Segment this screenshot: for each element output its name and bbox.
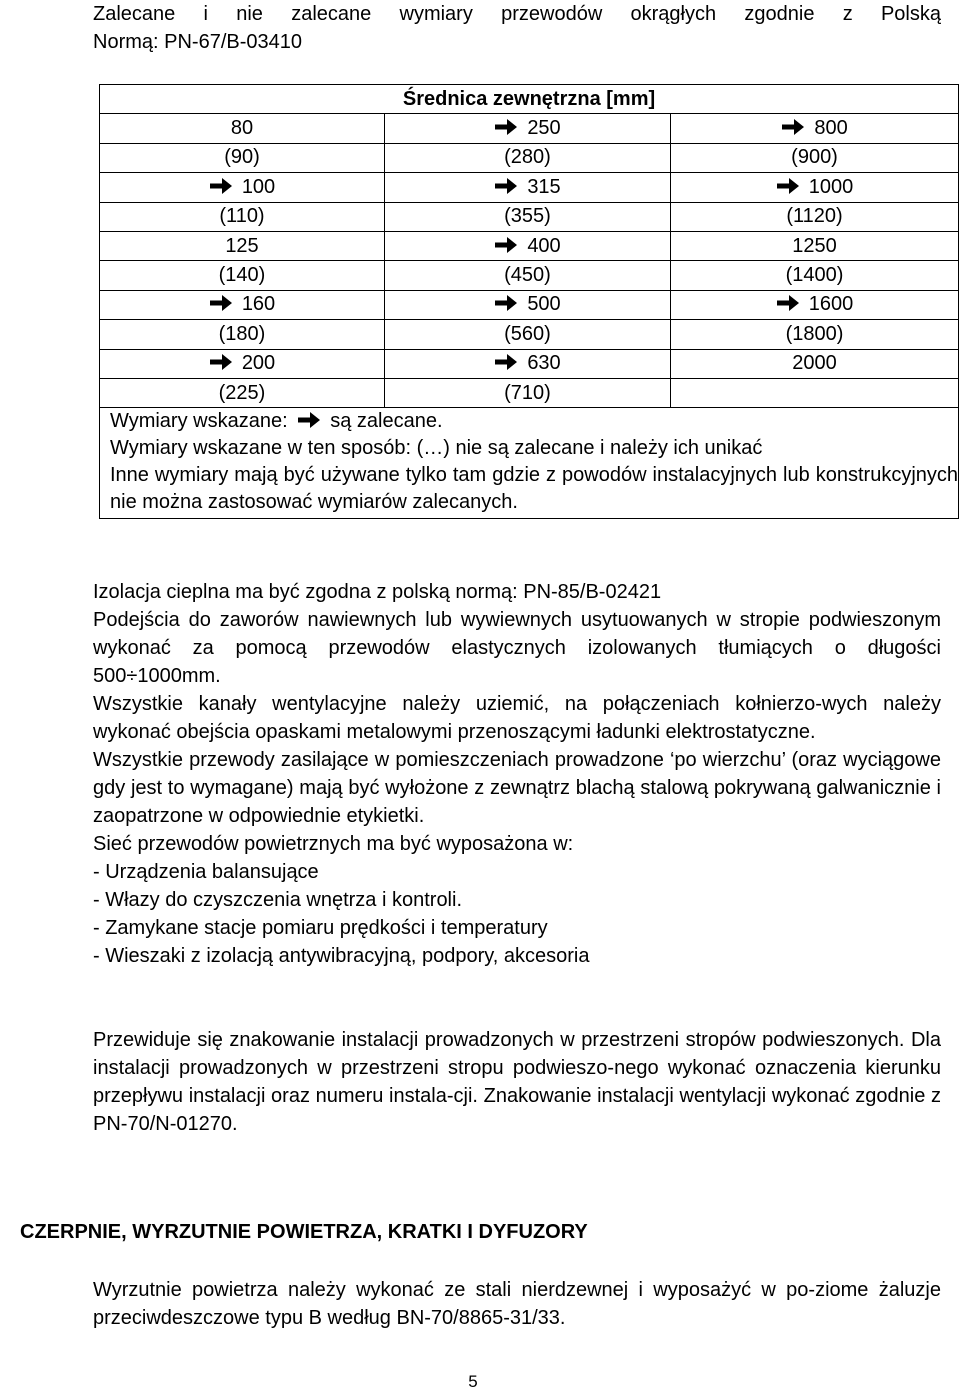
diameter-value: (450) [504,264,551,287]
table-row [100,202,959,231]
right-arrow-icon [494,236,518,254]
section-outlets [93,1256,941,1352]
right-arrow-icon [209,353,233,371]
diameter-value: (1800) [785,322,844,345]
diameter-value: 160 [241,293,276,316]
table-cell [671,261,959,290]
table-cell [100,173,385,202]
table-row [100,114,959,143]
table-cell [385,202,671,231]
diameter-value: (1400) [785,264,844,287]
intro-line-1: Zalecane i nie zalecane wymiary przewodów okrągłych zgodnie z Polską [93,3,941,25]
diameter-value: (900) [791,146,838,169]
legend-prefix: Wymiary wskazane: [110,410,288,433]
legend-line: Wymiary wskazane w ten sposób: (…) nie są zalecane i należy ich unikać [110,437,763,460]
section-heading: CZERPNIE, WYRZUTNIE POWIETRZA, KRATKI I DYFUZORY [20,1221,588,1243]
right-arrow-icon [209,177,233,195]
paragraph: Wszystkie przewody zasilające w pomieszczeniach prowadzone ‘po wierzchu’ (oraz wyciągowe gdy jest to wymagane) mają być wyłożone z zewnątrz blachą stalową pokrywaną galwanicznie i zaopatrzone w odpowiednie etykietki. [93,749,941,827]
right-arrow-icon [776,294,800,312]
table-row [100,349,959,378]
table-cell [385,143,671,172]
table-cell [385,349,671,378]
paragraph: Wyrzutnie powietrza należy wykonać ze stali nierdzewnej i wyposażyć w po-ziome żaluzje przeciwdeszczowe typu B według BN-70/8865-31/33. [93,1279,941,1329]
diameter-value: (225) [218,381,266,404]
table-note [100,408,959,519]
table-cell [671,173,959,202]
table-cell [100,114,385,143]
diameter-value: 315 [527,175,561,198]
right-arrow-icon [781,118,805,136]
table-cell [671,320,959,349]
right-arrow-icon [209,294,233,312]
diameter-value: 200 [241,352,276,375]
table-header-row [100,85,959,114]
right-arrow-icon [297,411,321,429]
table-cell [100,320,385,349]
diameter-value: 80 [230,117,254,140]
table-row [100,290,959,319]
list-item: - Włazy do czyszczenia wnętrza i kontroli. [93,889,463,911]
table-cell [385,114,671,143]
table-cell [385,261,671,290]
diameter-value: (110) [219,205,265,228]
paragraph: Sieć przewodów powietrznych ma być wyposażona w: [93,833,574,855]
list-item: - Urządzenia balansujące [93,861,319,883]
table-cell [385,378,671,407]
legend-suffix: są zalecane. [330,410,443,433]
paragraph: Przewiduje się znakowanie instalacji prowadzonych w przestrzeni stropów podwieszonych. Dla instalacji prowadzonych w przestrzeni stropu podwieszo-nego wykonać oznaczenia kierunku przepływu instalacji oraz numeru instala-cji. Znakowanie instalacji wentylacji wykonać zgodnie z PN-70/N-01270. [93,1029,941,1135]
diameter-value: (140) [218,264,266,287]
table-row [100,261,959,290]
table-cell [100,378,385,407]
diameter-value: 125 [225,234,259,257]
table-cell [100,231,385,260]
diameter-value: (180) [218,322,266,345]
legend-line: Inne wymiary mają być używane tylko tam gdzie z powodów instalacyjnych lub konstrukcyjnych nie można zastosować wymiarów zalecanych. [110,464,959,514]
table-cell [671,202,959,231]
table-cell [100,261,385,290]
table-cell [100,349,385,378]
diameter-value: 100 [241,175,276,198]
diameter-value: (280) [504,146,551,169]
legend-line [110,408,958,435]
table-cell [100,143,385,172]
list-item: - Wieszaki z izolacją antywibracyjną, podpory, akcesoria [93,945,590,967]
table-cell [100,290,385,319]
list-item: - Zamykane stacje pomiaru prędkości i temperatury [93,917,548,939]
table-cell [385,320,671,349]
diameter-value: 630 [527,352,561,375]
intro-text [93,0,941,56]
table-note-row [100,408,959,519]
diameter-value: 800 [814,117,848,140]
section-marking [93,1026,941,1138]
diameter-value: 1600 [808,293,854,316]
table-row [100,320,959,349]
table-row [100,143,959,172]
paragraph: Izolacja cieplna ma być zgodna z polską normą: PN-85/B-02421 [93,581,662,603]
diameter-value: (90) [224,146,260,169]
page-number: 5 [468,1372,478,1391]
table-cell [671,114,959,143]
table-cell [671,231,959,260]
diameter-value: 1250 [792,234,837,257]
table-row [100,173,959,202]
diameter-value: 400 [527,234,561,257]
table-cell [385,231,671,260]
right-arrow-icon [494,353,518,371]
table-row [100,378,959,407]
right-arrow-icon [776,177,800,195]
paragraph: Wszystkie kanały wentylacyjne należy uziemić, na połączeniach kołnierzo-wych należy wykonać obejścia opaskami metalowymi przenoszącymi ładunki elektrostatyczne. [93,693,941,743]
table-cell [385,173,671,202]
intro-line-2: Normą: PN-67/B-03410 [93,31,302,53]
diameter-table [99,84,959,519]
diameter-value: 250 [527,117,561,140]
table-cell [385,290,671,319]
diameter-value: (355) [504,205,551,228]
table-row [100,231,959,260]
right-arrow-icon [494,294,518,312]
table-cell [100,202,385,231]
table-cell [671,143,959,172]
diameter-value: (710) [504,381,551,404]
paragraph: Podejścia do zaworów nawiewnych lub wywiewnych usytuowanych w stropie podwieszonym wykonać za pomocą przewodów elastycznych izolowanych tłumiących o długości 500÷1000mm. [93,609,941,687]
right-arrow-icon [494,177,518,195]
diameter-value: 500 [527,293,561,316]
table-cell [671,349,959,378]
diameter-value: (1120) [786,205,843,228]
table-cell [671,290,959,319]
section-insulation [93,578,941,970]
diameter-value: 1000 [808,175,854,198]
table-cell [671,378,959,407]
table-header: Średnica zewnętrzna [mm] [100,85,959,114]
diameter-value: (560) [504,322,551,345]
right-arrow-icon [494,118,518,136]
diameter-value: 2000 [792,352,837,375]
